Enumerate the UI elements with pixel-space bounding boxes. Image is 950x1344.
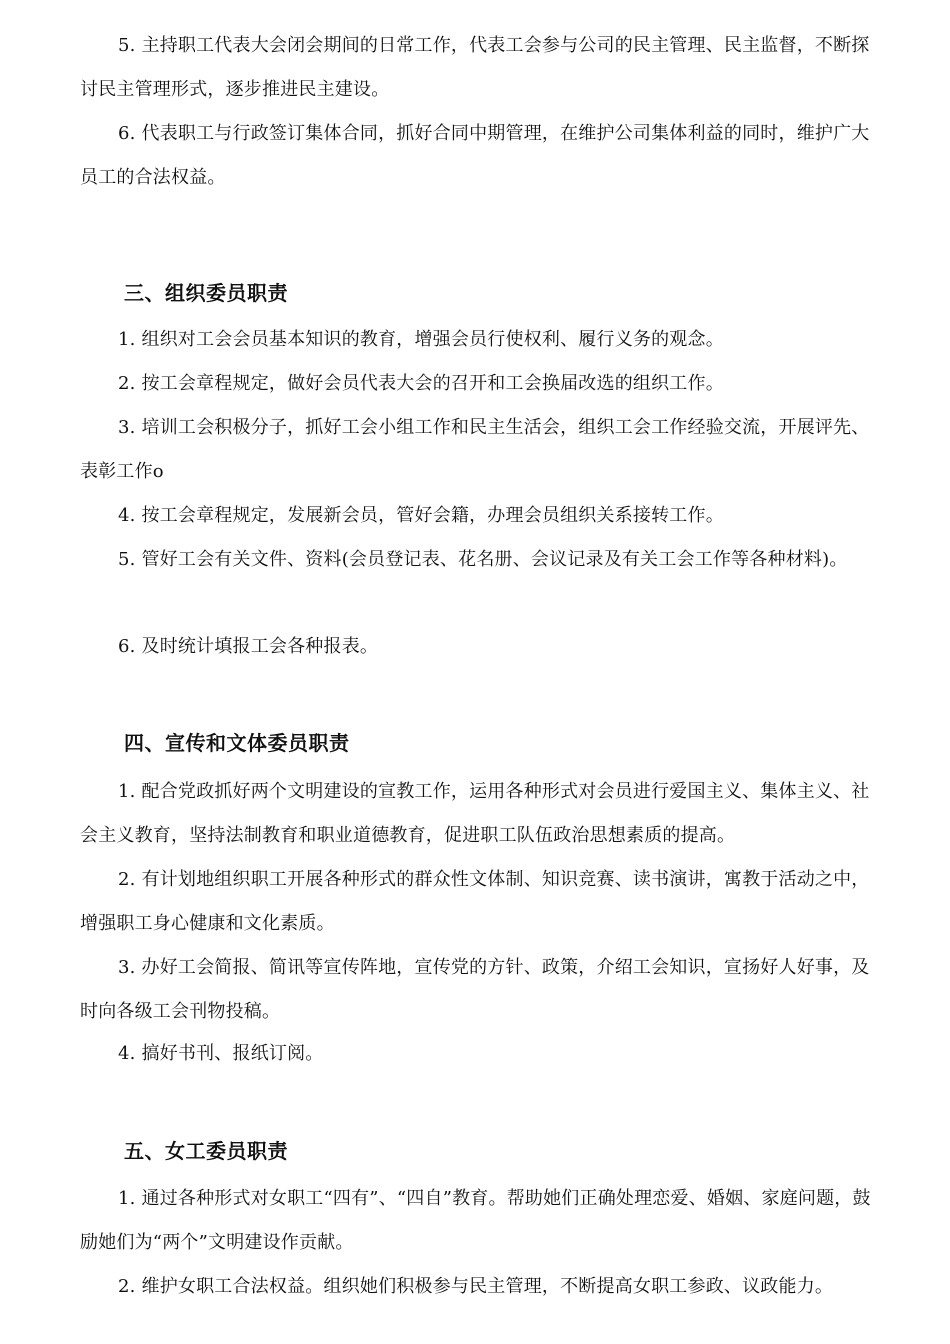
- section3-item-4: 4. 按工会章程规定，发展新会员，管好会籍，办理会员组织关系接转工作。: [118, 505, 724, 526]
- section3-title: 三、组织委员职责: [124, 281, 288, 305]
- section5-item-1: 1. 通过各种形式对女职工“四有”、“四自”教育。帮助她们正确处理恋爱、婚姻、家庭问题，鼓励她们为“两个”文明建设作贡献。: [80, 1188, 871, 1253]
- section4-title: 四、宣传和文体委员职责: [124, 731, 350, 755]
- section3-item-2: 2. 按工会章程规定，做好会员代表大会的召开和工会换届改选的组织工作。: [118, 373, 724, 394]
- section4-item-2: 2. 有计划地组织职工开展各种形式的群众性文体制、知识竞赛、读书演讲，寓教于活动之中，增强职工身心健康和文化素质。: [80, 869, 870, 934]
- section4-item-3: 3. 办好工会简报、简讯等宣传阵地，宣传党的方针、政策，介绍工会知识，宣扬好人好事，及时向各级工会刊物投稿。: [80, 957, 870, 1022]
- section2-item-6: 6. 代表职工与行政签订集体合同，抓好合同中期管理，在维护公司集体利益的同时，维护广大员工的合法权益。: [80, 123, 870, 188]
- section2-item-5: 5. 主持职工代表大会闭会期间的日常工作，代表工会参与公司的民主管理、民主监督，不断探讨民主管理形式，逐步推进民主建设。: [80, 35, 870, 100]
- section5-item-2: 2. 维护女职工合法权益。组织她们积极参与民主管理，不断提高女职工参政、议政能力。: [118, 1276, 834, 1297]
- section3-item-6: 6. 及时统计填报工会各种报表。: [118, 636, 379, 657]
- section3-item-5: 5. 管好工会有关文件、资料(会员登记表、花名册、会议记录及有关工会工作等各种材料)。: [118, 549, 848, 570]
- section5-title: 五、女工委员职责: [124, 1139, 288, 1163]
- section3-item-1: 1. 组织对工会会员基本知识的教育，增强会员行使权利、履行义务的观念。: [118, 329, 724, 350]
- section4-item-1: 1. 配合党政抓好两个文明建设的宣教工作，运用各种形式对会员进行爱国主义、集体主义、社会主义教育，坚持法制教育和职业道德教育，促进职工队伍政治思想素质的提高。: [80, 781, 870, 846]
- section4-item-4: 4. 搞好书刊、报纸订阅。: [118, 1043, 324, 1064]
- section3-item-3: 3. 培训工会积极分子，抓好工会小组工作和民主生活会，组织工会工作经验交流，开展评先、表彰工作o: [80, 417, 870, 482]
